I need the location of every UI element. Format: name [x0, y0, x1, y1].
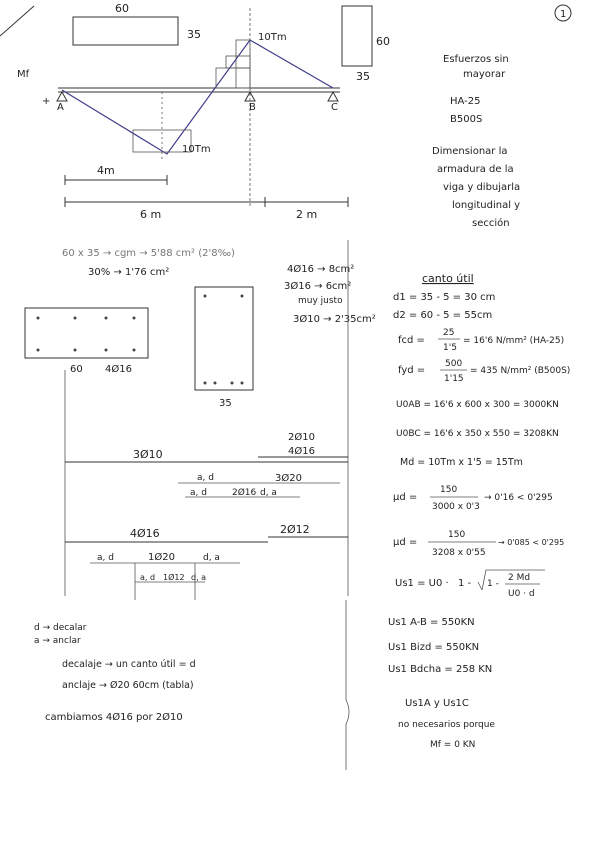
calc-note-2: no necesarios porque	[398, 720, 495, 730]
beam-diagram	[17, 2, 390, 221]
support-c	[328, 92, 338, 101]
calc-us1-ab: Us1 A-B = 550KN	[388, 617, 475, 628]
section-left-width-label: 60	[70, 364, 83, 375]
bot-bar-left-label: 4Ø16	[130, 527, 160, 540]
legend	[34, 623, 196, 723]
calc-heading: canto útil	[422, 272, 474, 285]
cross-section-right	[342, 6, 372, 66]
top-steel-block	[236, 40, 250, 88]
bot-sub-a: a, d	[97, 553, 114, 563]
calc-us1-sqrt-tick	[478, 582, 482, 590]
bars-line-2: 3Ø16 → 6cm²	[284, 281, 352, 292]
task-line-4: B500S	[450, 114, 483, 125]
calc-us1-bizd: Us1 Bizd = 550KN	[388, 642, 480, 653]
cross-section-top	[73, 17, 178, 45]
task-line-1: Esfuerzos sin	[443, 54, 509, 65]
top-bar-right-label-1: 2Ø10	[288, 432, 315, 443]
top-sub-b: 3Ø20	[275, 473, 302, 484]
moment-bottom-label: 10Tm	[182, 144, 211, 155]
legend-line-4: anclaje → Ø20 60cm (tabla)	[62, 680, 194, 691]
support-c-label: C	[331, 102, 338, 113]
calc-u0bc: U0BC = 16'6 x 350 x 550 = 3208KN	[396, 429, 559, 439]
bot-sub-d: a, d	[140, 573, 156, 582]
calc-us1-left: Us1 = U0 ·	[395, 578, 449, 589]
support-a-label: A	[57, 102, 64, 113]
top-sub-e: 2Ø16	[232, 488, 257, 498]
page-number: 1	[560, 9, 567, 20]
section-right	[195, 287, 253, 409]
calc-fyd-label: fyd =	[398, 365, 426, 376]
legend-line-2: a → anclar	[34, 636, 81, 646]
support-a	[57, 92, 67, 101]
calc-fcd-label: fcd =	[398, 335, 425, 346]
calc-fcd-result: = 16'6 N/mm² (HA-25)	[463, 336, 565, 346]
calc-fyd-result: = 435 N/mm² (B500S)	[470, 366, 571, 376]
calc-us1-b: 1 -	[487, 579, 499, 589]
task-line-2: mayorar	[463, 69, 506, 80]
calc-u0ab: U0AB = 16'6 x 600 x 300 = 3000KN	[396, 400, 559, 410]
calc-us1-sqrt-rise	[482, 570, 486, 590]
calc-us1-num: 2 Md	[508, 573, 531, 583]
longitudinal-top	[65, 431, 348, 498]
calc-mud1-den: 3000 x 0'3	[432, 502, 480, 512]
bot-sub-c: d, a	[203, 553, 220, 563]
section-left-bars	[37, 317, 136, 352]
top-bar-right-label-2: 4Ø16	[288, 446, 315, 457]
calc-mud2-result: → 0'085 < 0'295	[498, 538, 565, 547]
top-steel-step-1	[226, 56, 250, 68]
task-line-3: HA-25	[450, 96, 481, 107]
moment-diagram-line	[62, 40, 333, 154]
calc-md: Md = 10Tm x 1'5 = 15Tm	[400, 457, 523, 468]
longitudinal-bottom	[65, 523, 348, 600]
calc-fyd-num: 500	[445, 359, 463, 369]
brace-divider	[346, 600, 349, 770]
calc-us1-a: 1 -	[458, 578, 472, 589]
section-left	[25, 308, 148, 375]
section-left-rect	[25, 308, 148, 358]
legend-line-3: decalaje → un canto útil = d	[62, 659, 196, 670]
bars-line-3: muy justo	[298, 296, 343, 306]
top-sub-c: a, d	[190, 488, 207, 498]
legend-line-5: cambiamos 4Ø16 por 2Ø10	[45, 712, 183, 723]
dim-4m-label: 4m	[97, 164, 115, 177]
corner-stroke	[0, 6, 34, 36]
min-steel-line-2: 30% → 1'76 cm²	[88, 267, 170, 278]
support-b-label: B	[249, 102, 256, 113]
bot-sub-e: 1Ø12	[163, 573, 185, 582]
calc-mud1-result: → 0'16 < 0'295	[484, 493, 553, 503]
section-left-bars-label: 4Ø16	[105, 364, 132, 375]
task-line-6: armadura de la	[437, 164, 514, 175]
task-line-7: viga y dibujarla	[443, 182, 521, 193]
top-bar-left-label: 3Ø10	[133, 448, 163, 461]
section-right-height: 60	[376, 35, 390, 48]
section-right-width-label: 35	[219, 398, 232, 409]
calculations	[388, 272, 570, 750]
calc-us1-den: U0 · d	[508, 589, 535, 599]
dim-2m-label: 2 m	[296, 208, 318, 221]
calc-mud2-label: μd =	[393, 537, 418, 548]
task-statement	[432, 54, 520, 229]
section-right-rect	[195, 287, 253, 390]
section-top-width: 60	[115, 2, 129, 15]
top-sub-d: d, a	[260, 488, 277, 498]
calc-mud2-num: 150	[448, 530, 466, 540]
section-top-height: 35	[187, 28, 201, 41]
calc-mud2-den: 3208 x 0'55	[432, 548, 486, 558]
bars-line-4: 3Ø10 → 2'35cm²	[293, 314, 376, 325]
calc-fyd-den: 1'15	[444, 374, 464, 384]
calc-note-1: Us1A y Us1C	[405, 698, 469, 709]
calc-us1-bdcha: Us1 Bdcha = 258 KN	[388, 664, 493, 675]
calc-d2: d2 = 60 - 5 = 55cm	[393, 310, 493, 321]
calc-fcd-num: 25	[443, 328, 455, 338]
task-line-5: Dimensionar la	[432, 146, 508, 157]
calc-d1: d1 = 35 - 5 = 30 cm	[393, 292, 496, 303]
plus-sign: +	[42, 96, 51, 107]
legend-line-1: d → decalar	[34, 623, 87, 633]
calc-mud1-label: μd =	[393, 492, 418, 503]
moment-axis-label: Mf	[17, 69, 30, 80]
top-sub-a: a, d	[197, 473, 214, 483]
moment-top-label: 10Tm	[258, 32, 287, 43]
bars-line-1: 4Ø16 → 8cm²	[287, 264, 355, 275]
bot-sub-b: 1Ø20	[148, 552, 175, 563]
bot-bar-right-label: 2Ø12	[280, 523, 310, 536]
min-steel-line-1: 60 x 35 → cgm → 5'88 cm² (2'8‰)	[62, 248, 235, 259]
bot-sub-f: d, a	[191, 573, 207, 582]
top-steel-step-2	[216, 68, 250, 88]
calc-note-3: Mf = 0 KN	[430, 740, 476, 750]
section-right-width: 35	[356, 70, 370, 83]
task-line-8: longitudinal y	[452, 200, 521, 211]
section-right-bars	[204, 295, 244, 385]
calc-mud1-num: 150	[440, 485, 458, 495]
dim-6m-label: 6 m	[140, 208, 162, 221]
calc-fcd-den: 1'5	[443, 343, 457, 353]
task-line-9: sección	[472, 218, 510, 229]
